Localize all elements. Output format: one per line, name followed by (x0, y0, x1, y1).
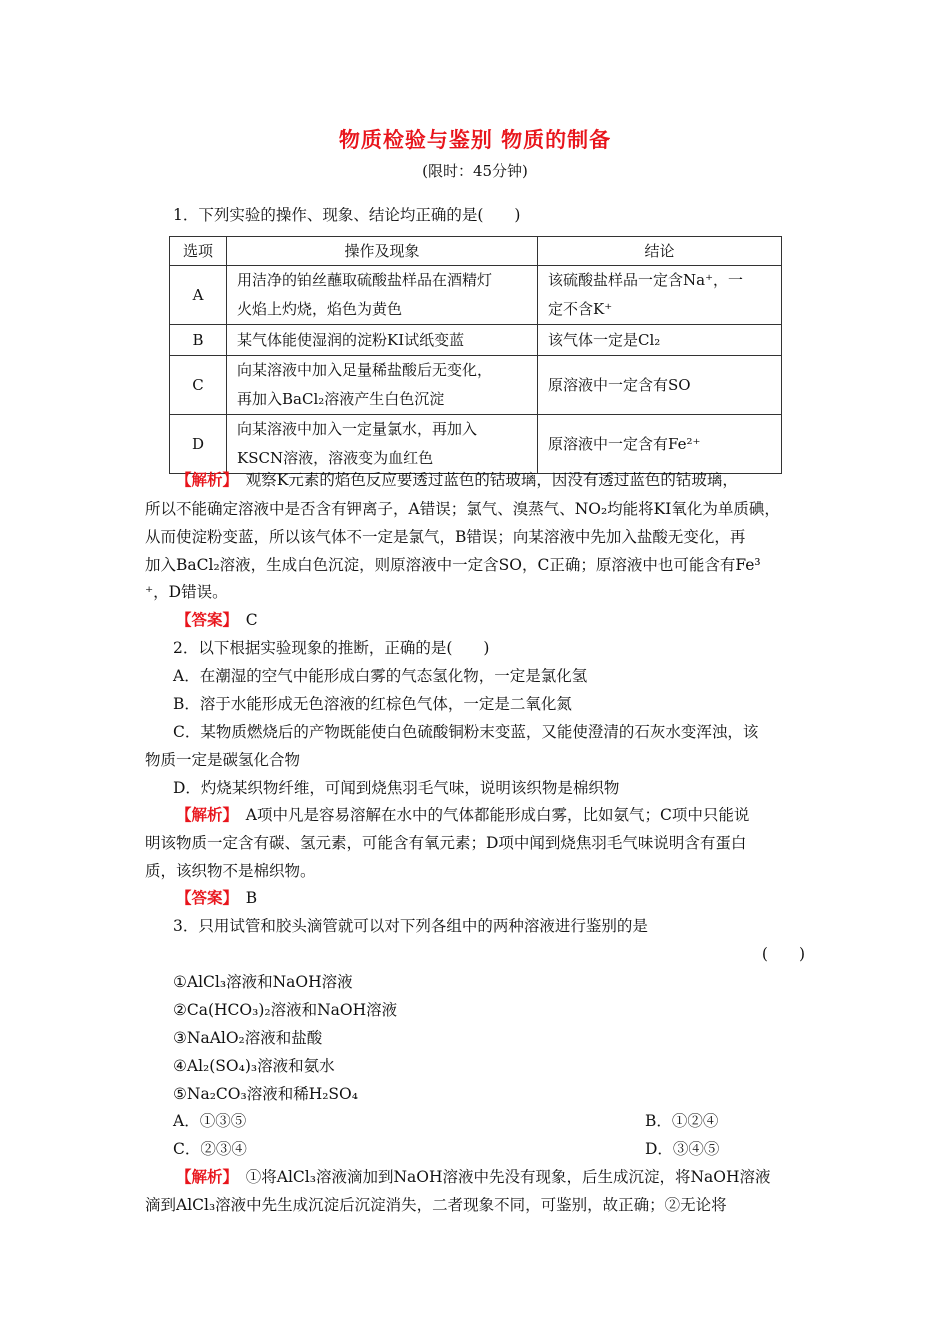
q1-analysis-line (176, 470, 738, 490)
table-row (170, 325, 782, 356)
q3-item: ②Ca(HCO₃)₂溶液和NaOH溶液 (173, 1001, 398, 1019)
row-option: B (170, 325, 227, 356)
q3-choice-d: D．③④⑤ (645, 1140, 720, 1158)
q2-stem: 2．以下根据实验现象的推断，正确的是( ) (173, 639, 490, 657)
q1-analysis-line: 所以不能确定溶液中是否含有钾离子，A错误；氯气、溴蒸气、NO₂均能将KI氧化为单质碘， (145, 500, 780, 518)
row-conclusion: 原溶液中一定含有SO (538, 356, 782, 415)
q2-option: B．溶于水能形成无色溶液的红棕色气体，一定是二氧化氮 (173, 695, 572, 713)
q1-answer (176, 610, 258, 630)
row-option: C (170, 356, 227, 415)
analysis-tag: 【解析】 (176, 1168, 231, 1186)
q3-item: ⑤Na₂CO₃溶液和稀H₂SO₄ (173, 1085, 358, 1103)
q2-answer (176, 888, 257, 908)
q3-analysis-line (176, 1167, 771, 1187)
row-operation (227, 266, 538, 325)
q2-option: 物质一定是碳氢化合物 (145, 751, 301, 769)
q3-choice-c: C．②③④ (173, 1140, 247, 1158)
analysis-text: A项中凡是容易溶解在水中的气体都能形成白雾，比如氨气；C项中只能说 (230, 806, 750, 824)
q2-analysis-line (176, 805, 749, 825)
row-operation: 某气体能使湿润的淀粉KI试纸变蓝 (227, 325, 538, 356)
row-conclusion: 该气体一定是Cl₂ (538, 325, 782, 356)
row-operation (227, 415, 538, 474)
q3-choice-b: B．①②④ (645, 1112, 719, 1130)
q3-choice-a: A．①③⑤ (173, 1112, 247, 1130)
analysis-tag: 【解析】 (176, 471, 231, 489)
q3-stem: 3．只用试管和胶头滴管就可以对下列各组中的两种溶液进行鉴别的是 (173, 917, 648, 935)
row-option: D (170, 415, 227, 474)
q1-analysis-line: 加入BaCl₂溶液，生成白色沉淀，则原溶液中一定含SO，C正确；原溶液中也可能含有Fe³ (145, 556, 761, 574)
q2-option: A．在潮湿的空气中能形成白雾的气态氢化物，一定是氯化氢 (173, 667, 588, 685)
q2-analysis-line: 质，该织物不是棉织物。 (145, 862, 316, 880)
header-option: 选项 (170, 237, 227, 266)
operation-line: 火焰上灼烧，焰色为黄色 (237, 300, 403, 318)
analysis-text: ①将AlCl₃溶液滴加到NaOH溶液中先没有现象，后生成沉淀，将NaOH溶液 (230, 1168, 771, 1186)
q1-analysis-line: ⁺，D错误。 (145, 583, 228, 601)
answer-tag: 【答案】 (176, 889, 231, 907)
row-operation (227, 356, 538, 415)
q1-stem: 1．下列实验的操作、现象、结论均正确的是( ) (173, 206, 521, 224)
analysis-text: 观察K元素的焰色反应要透过蓝色的钴玻璃，因没有透过蓝色的钴玻璃， (230, 471, 738, 489)
conclusion-line: 该硫酸盐样品一定含Na⁺，一 (548, 271, 743, 289)
time-limit: (限时：45分钟) (422, 162, 528, 180)
q3-item: ④Al₂(SO₄)₃溶液和氨水 (173, 1057, 335, 1075)
row-conclusion (538, 266, 782, 325)
q3-item: ③NaAlO₂溶液和盐酸 (173, 1029, 323, 1047)
page-title: 物质检验与鉴别 物质的制备 (338, 128, 612, 152)
answer-text: B (230, 889, 258, 907)
analysis-tag: 【解析】 (176, 806, 231, 824)
operation-line: 用洁净的铂丝蘸取硫酸盐样品在酒精灯 (237, 271, 493, 289)
operation-line: KSCN溶液，溶液变为血红色 (237, 449, 434, 467)
table-row (170, 415, 782, 474)
table-header-row (170, 237, 782, 266)
q3-answer-bracket: ( ) (761, 945, 805, 963)
row-option: A (170, 266, 227, 325)
conclusion-line: 定不含K⁺ (548, 300, 613, 318)
q2-option: D．灼烧某织物纤维，可闻到烧焦羽毛气味，说明该织物是棉织物 (173, 779, 620, 797)
q2-analysis-line: 明该物质一定含有碳、氢元素，可能含有氧元素；D项中闻到烧焦羽毛气味说明含有蛋白 (145, 834, 747, 852)
table-row (170, 356, 782, 415)
row-conclusion: 原溶液中一定含有Fe²⁺ (538, 415, 782, 474)
q1-analysis-line: 从而使淀粉变蓝，所以该气体不一定是氯气，B错误；向某溶液中先加入盐酸无变化，再 (145, 528, 746, 546)
q2-option: C．某物质燃烧后的产物既能使白色硫酸铜粉末变蓝，又能使澄清的石灰水变浑浊，该 (173, 723, 759, 741)
header-conclusion: 结论 (538, 237, 782, 266)
operation-line: 向某溶液中加入足量稀盐酸后无变化， (237, 361, 493, 379)
operation-line: 再加入BaCl₂溶液产生白色沉淀 (237, 390, 445, 408)
q1-table (169, 236, 782, 474)
operation-line: 向某溶液中加入一定量氯水，再加入 (237, 420, 478, 438)
header-operation: 操作及现象 (227, 237, 538, 266)
q3-item: ①AlCl₃溶液和NaOH溶液 (173, 973, 353, 991)
q3-analysis-line: 滴到AlCl₃溶液中先生成沉淀后沉淀消失，二者现象不同，可鉴别，故正确；②无论将 (145, 1196, 727, 1214)
answer-text: C (230, 611, 258, 629)
table-row (170, 266, 782, 325)
answer-tag: 【答案】 (176, 611, 231, 629)
